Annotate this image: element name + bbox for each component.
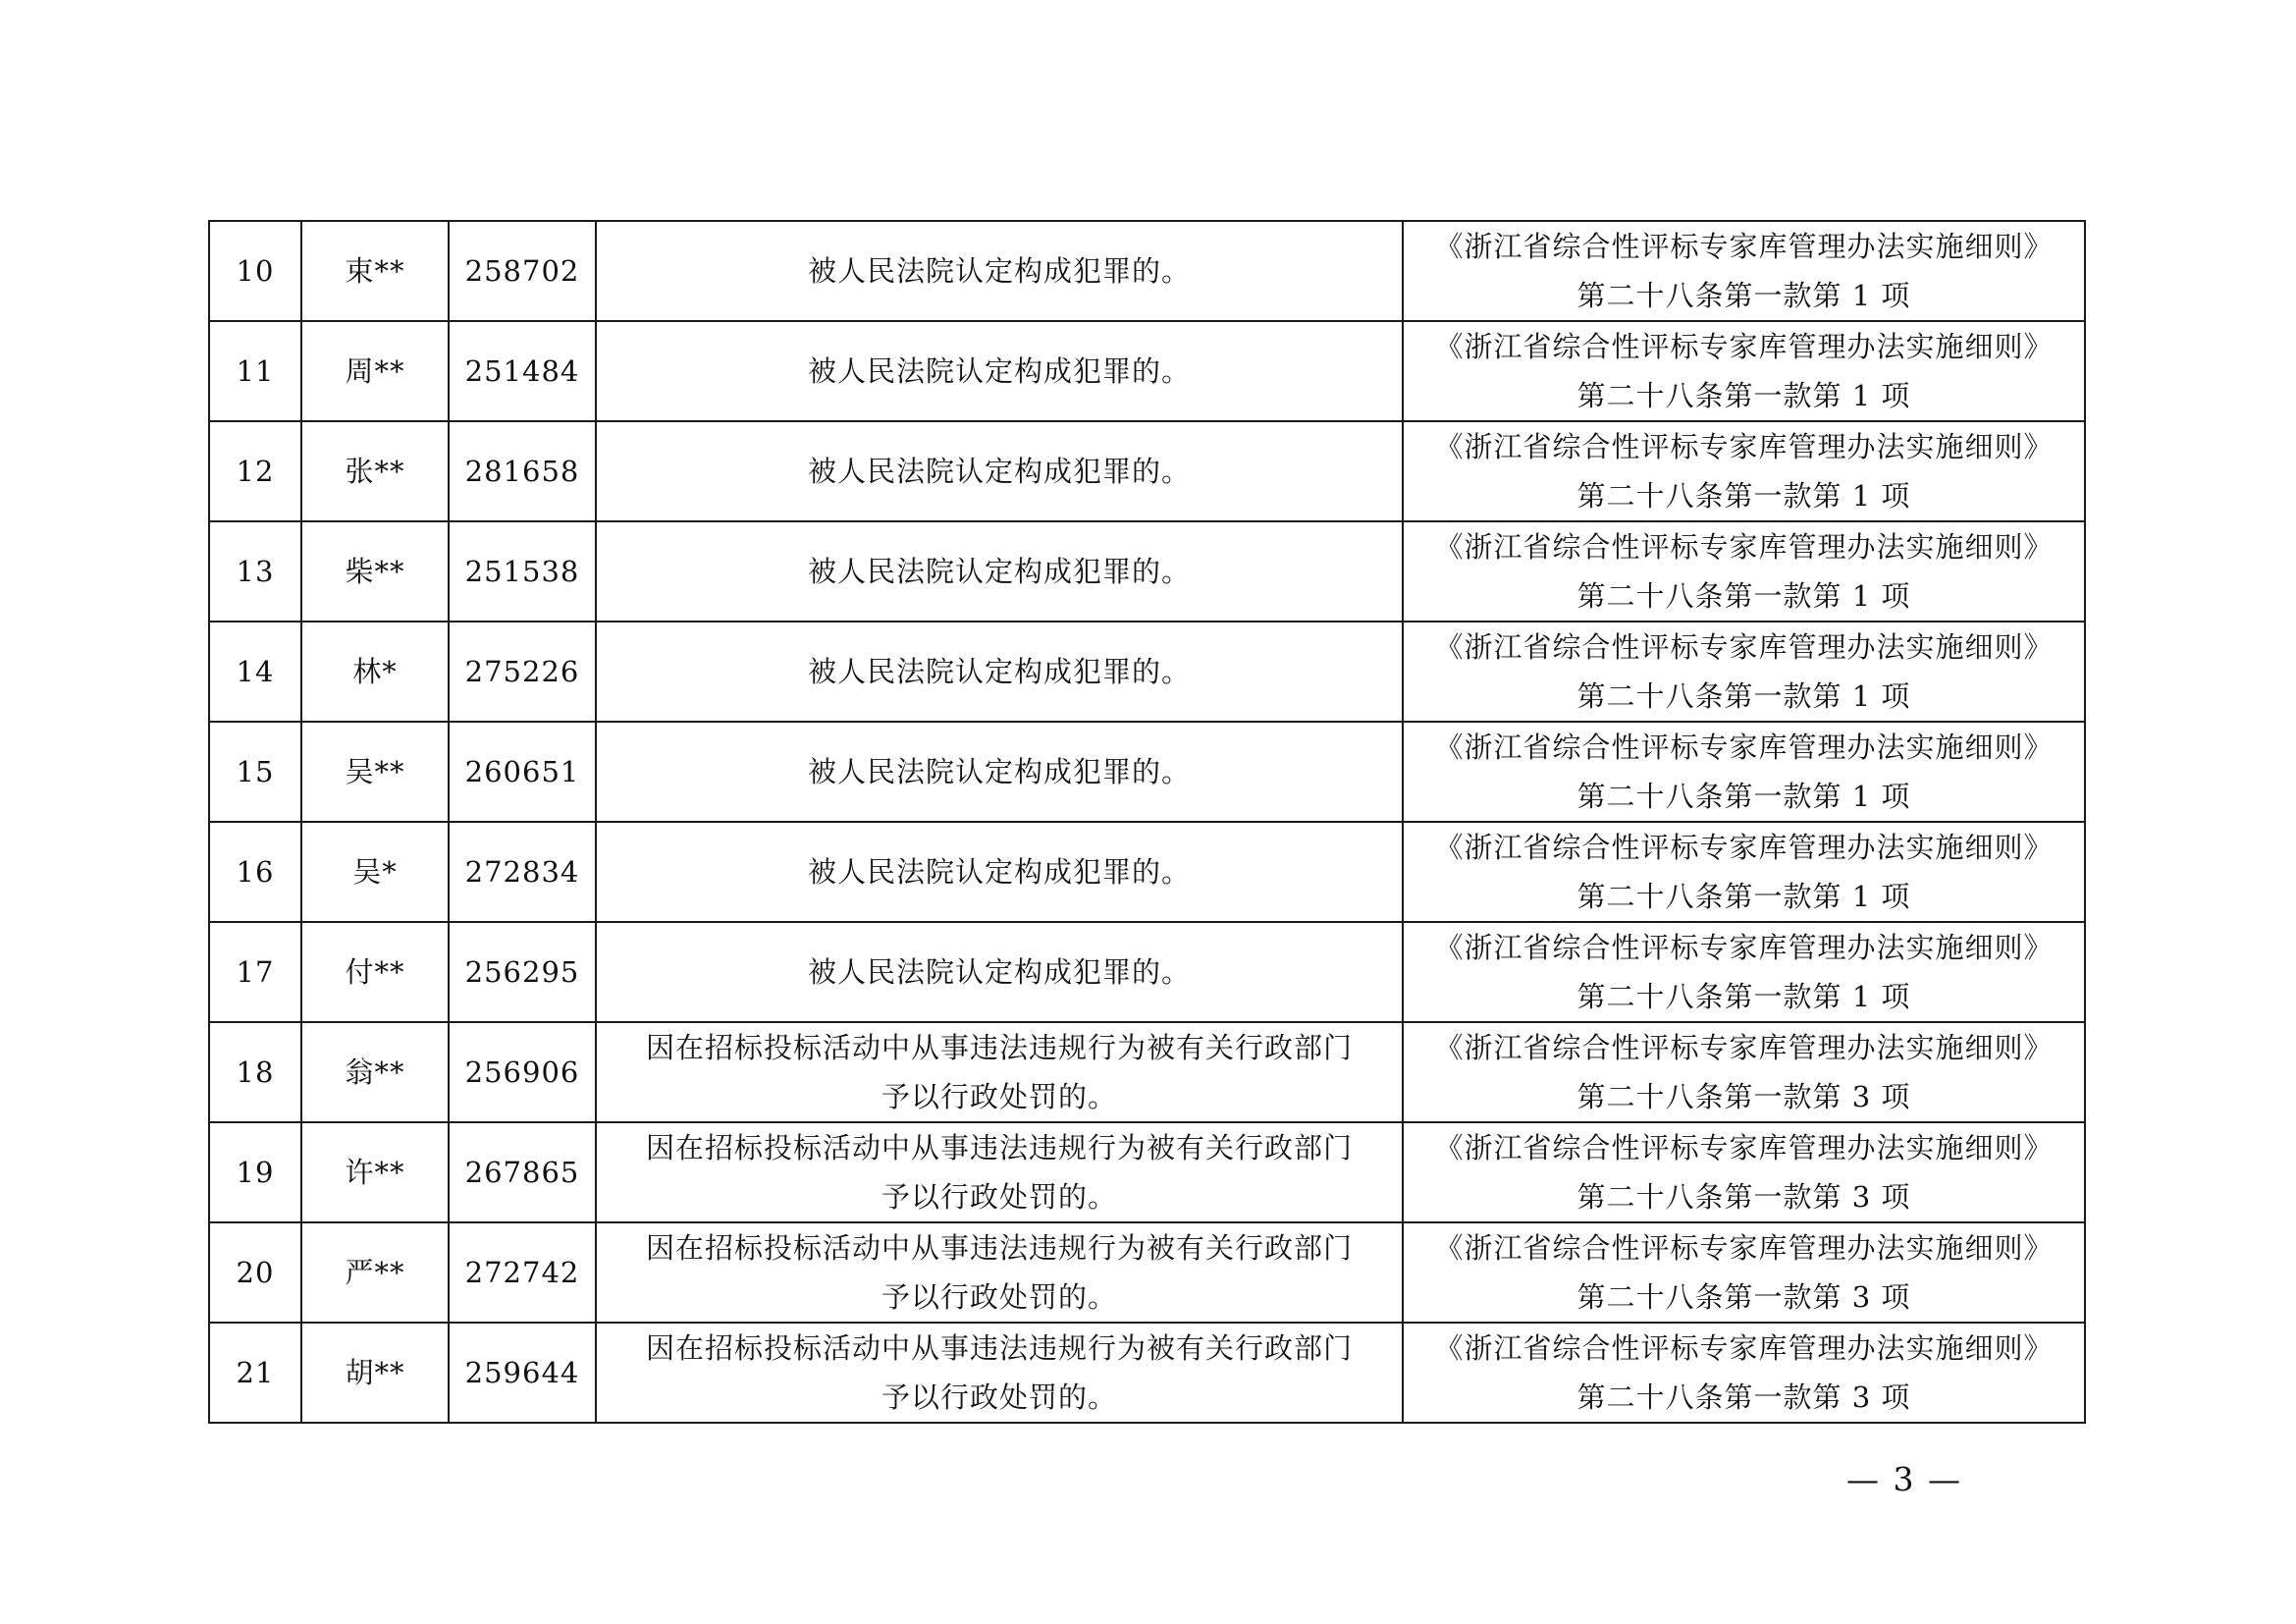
basis-cell	[1403, 421, 2085, 521]
reason-cell	[596, 1122, 1403, 1222]
table-row	[209, 1323, 2085, 1423]
seq-cell: 16	[209, 822, 301, 922]
basis-cell-line: 第二十八条第一款第 3 项	[1576, 1180, 1911, 1214]
reason-cell-line: 予以行政处罚的。	[881, 1380, 1117, 1414]
reason-cell-line: 因在招标投标活动中从事违法违规行为被有关行政部门	[645, 1231, 1353, 1265]
expert-id-cell: 256295	[449, 922, 596, 1022]
seq-cell: 19	[209, 1122, 301, 1222]
seq-cell: 10	[209, 221, 301, 321]
expert-id-cell: 275226	[449, 622, 596, 722]
expert-id-cell: 258702	[449, 221, 596, 321]
name-cell: 周**	[301, 321, 449, 421]
basis-cell-line: 第二十八条第一款第 1 项	[1576, 479, 1911, 513]
records-table-body	[209, 221, 2085, 1423]
expert-id-cell: 251484	[449, 321, 596, 421]
table-row	[209, 521, 2085, 622]
seq-cell: 11	[209, 321, 301, 421]
basis-cell-line: 《浙江省综合性评标专家库管理办法实施细则》	[1434, 330, 2054, 363]
basis-cell	[1403, 722, 2085, 822]
basis-cell-line: 第二十八条第一款第 1 项	[1576, 980, 1911, 1013]
basis-cell-line: 《浙江省综合性评标专家库管理办法实施细则》	[1434, 530, 2054, 564]
basis-cell-line: 第二十八条第一款第 1 项	[1576, 379, 1911, 412]
basis-cell	[1403, 1222, 2085, 1323]
reason-cell-line: 被人民法院认定构成犯罪的。	[807, 354, 1191, 388]
basis-cell-line: 《浙江省综合性评标专家库管理办法实施细则》	[1434, 731, 2054, 764]
table-row	[209, 421, 2085, 521]
table-row	[209, 1022, 2085, 1122]
reason-cell-line: 因在招标投标活动中从事违法违规行为被有关行政部门	[645, 1031, 1353, 1064]
expert-id-cell: 260651	[449, 722, 596, 822]
reason-cell-line: 被人民法院认定构成犯罪的。	[807, 254, 1191, 288]
name-cell: 胡**	[301, 1323, 449, 1423]
table-row	[209, 722, 2085, 822]
name-cell: 付**	[301, 922, 449, 1022]
reason-cell	[596, 321, 1403, 421]
basis-cell	[1403, 321, 2085, 421]
basis-cell	[1403, 1323, 2085, 1423]
reason-cell-line: 被人民法院认定构成犯罪的。	[807, 755, 1191, 788]
basis-cell-line: 《浙江省综合性评标专家库管理办法实施细则》	[1434, 931, 2054, 964]
name-cell: 翁**	[301, 1022, 449, 1122]
table-row	[209, 1122, 2085, 1222]
expert-id-cell: 281658	[449, 421, 596, 521]
reason-cell	[596, 1222, 1403, 1323]
reason-cell	[596, 1323, 1403, 1423]
seq-cell: 15	[209, 722, 301, 822]
reason-cell	[596, 221, 1403, 321]
reason-cell-line: 被人民法院认定构成犯罪的。	[807, 955, 1191, 989]
expert-id-cell: 259644	[449, 1323, 596, 1423]
basis-cell-line: 《浙江省综合性评标专家库管理办法实施细则》	[1434, 1131, 2054, 1164]
reason-cell	[596, 521, 1403, 622]
table-row	[209, 321, 2085, 421]
basis-cell-line: 第二十八条第一款第 1 项	[1576, 279, 1911, 312]
reason-cell-line: 因在招标投标活动中从事违法违规行为被有关行政部门	[645, 1331, 1353, 1365]
basis-cell-line: 第二十八条第一款第 3 项	[1576, 1280, 1911, 1314]
basis-cell-line: 第二十八条第一款第 1 项	[1576, 579, 1911, 613]
basis-cell-line: 《浙江省综合性评标专家库管理办法实施细则》	[1434, 630, 2054, 664]
reason-cell-line: 被人民法院认定构成犯罪的。	[807, 855, 1191, 889]
expert-id-cell: 272742	[449, 1222, 596, 1323]
name-cell: 束**	[301, 221, 449, 321]
basis-cell	[1403, 922, 2085, 1022]
expert-id-cell: 267865	[449, 1122, 596, 1222]
page-number: — 3 —	[1846, 1460, 1962, 1498]
reason-cell-line: 予以行政处罚的。	[881, 1280, 1117, 1314]
basis-cell-line: 《浙江省综合性评标专家库管理办法实施细则》	[1434, 831, 2054, 864]
reason-cell	[596, 922, 1403, 1022]
basis-cell-line: 《浙江省综合性评标专家库管理办法实施细则》	[1434, 430, 2054, 463]
basis-cell-line: 第二十八条第一款第 3 项	[1576, 1380, 1911, 1414]
seq-cell: 20	[209, 1222, 301, 1323]
reason-cell-line: 因在招标投标活动中从事违法违规行为被有关行政部门	[645, 1131, 1353, 1164]
reason-cell-line: 予以行政处罚的。	[881, 1180, 1117, 1214]
basis-cell-line: 第二十八条第一款第 1 项	[1576, 679, 1911, 713]
basis-cell-line: 第二十八条第一款第 1 项	[1576, 880, 1911, 913]
expert-id-cell: 251538	[449, 521, 596, 622]
seq-cell: 12	[209, 421, 301, 521]
table-row	[209, 622, 2085, 722]
reason-cell	[596, 722, 1403, 822]
reason-cell-line: 予以行政处罚的。	[881, 1080, 1117, 1113]
reason-cell	[596, 822, 1403, 922]
reason-cell	[596, 1022, 1403, 1122]
name-cell: 林*	[301, 622, 449, 722]
table-row	[209, 221, 2085, 321]
table-row	[209, 822, 2085, 922]
table-row	[209, 922, 2085, 1022]
basis-cell-line: 《浙江省综合性评标专家库管理办法实施细则》	[1434, 1331, 2054, 1365]
name-cell: 严**	[301, 1222, 449, 1323]
basis-cell	[1403, 1122, 2085, 1222]
basis-cell	[1403, 822, 2085, 922]
table-row	[209, 1222, 2085, 1323]
basis-cell-line: 第二十八条第一款第 1 项	[1576, 780, 1911, 813]
seq-cell: 17	[209, 922, 301, 1022]
seq-cell: 13	[209, 521, 301, 622]
reason-cell	[596, 622, 1403, 722]
seq-cell: 18	[209, 1022, 301, 1122]
basis-cell	[1403, 622, 2085, 722]
basis-cell-line: 《浙江省综合性评标专家库管理办法实施细则》	[1434, 1031, 2054, 1064]
expert-id-cell: 256906	[449, 1022, 596, 1122]
seq-cell: 21	[209, 1323, 301, 1423]
reason-cell-line: 被人民法院认定构成犯罪的。	[807, 555, 1191, 588]
expert-id-cell: 272834	[449, 822, 596, 922]
basis-cell	[1403, 521, 2085, 622]
name-cell: 吴**	[301, 722, 449, 822]
records-table	[208, 220, 2086, 1424]
reason-cell	[596, 421, 1403, 521]
basis-cell	[1403, 1022, 2085, 1122]
reason-cell-line: 被人民法院认定构成犯罪的。	[807, 655, 1191, 688]
basis-cell	[1403, 221, 2085, 321]
seq-cell: 14	[209, 622, 301, 722]
name-cell: 吴*	[301, 822, 449, 922]
name-cell: 张**	[301, 421, 449, 521]
basis-cell-line: 《浙江省综合性评标专家库管理办法实施细则》	[1434, 1231, 2054, 1265]
reason-cell-line: 被人民法院认定构成犯罪的。	[807, 455, 1191, 488]
basis-cell-line: 《浙江省综合性评标专家库管理办法实施细则》	[1434, 230, 2054, 263]
name-cell: 柴**	[301, 521, 449, 622]
basis-cell-line: 第二十八条第一款第 3 项	[1576, 1080, 1911, 1113]
name-cell: 许**	[301, 1122, 449, 1222]
